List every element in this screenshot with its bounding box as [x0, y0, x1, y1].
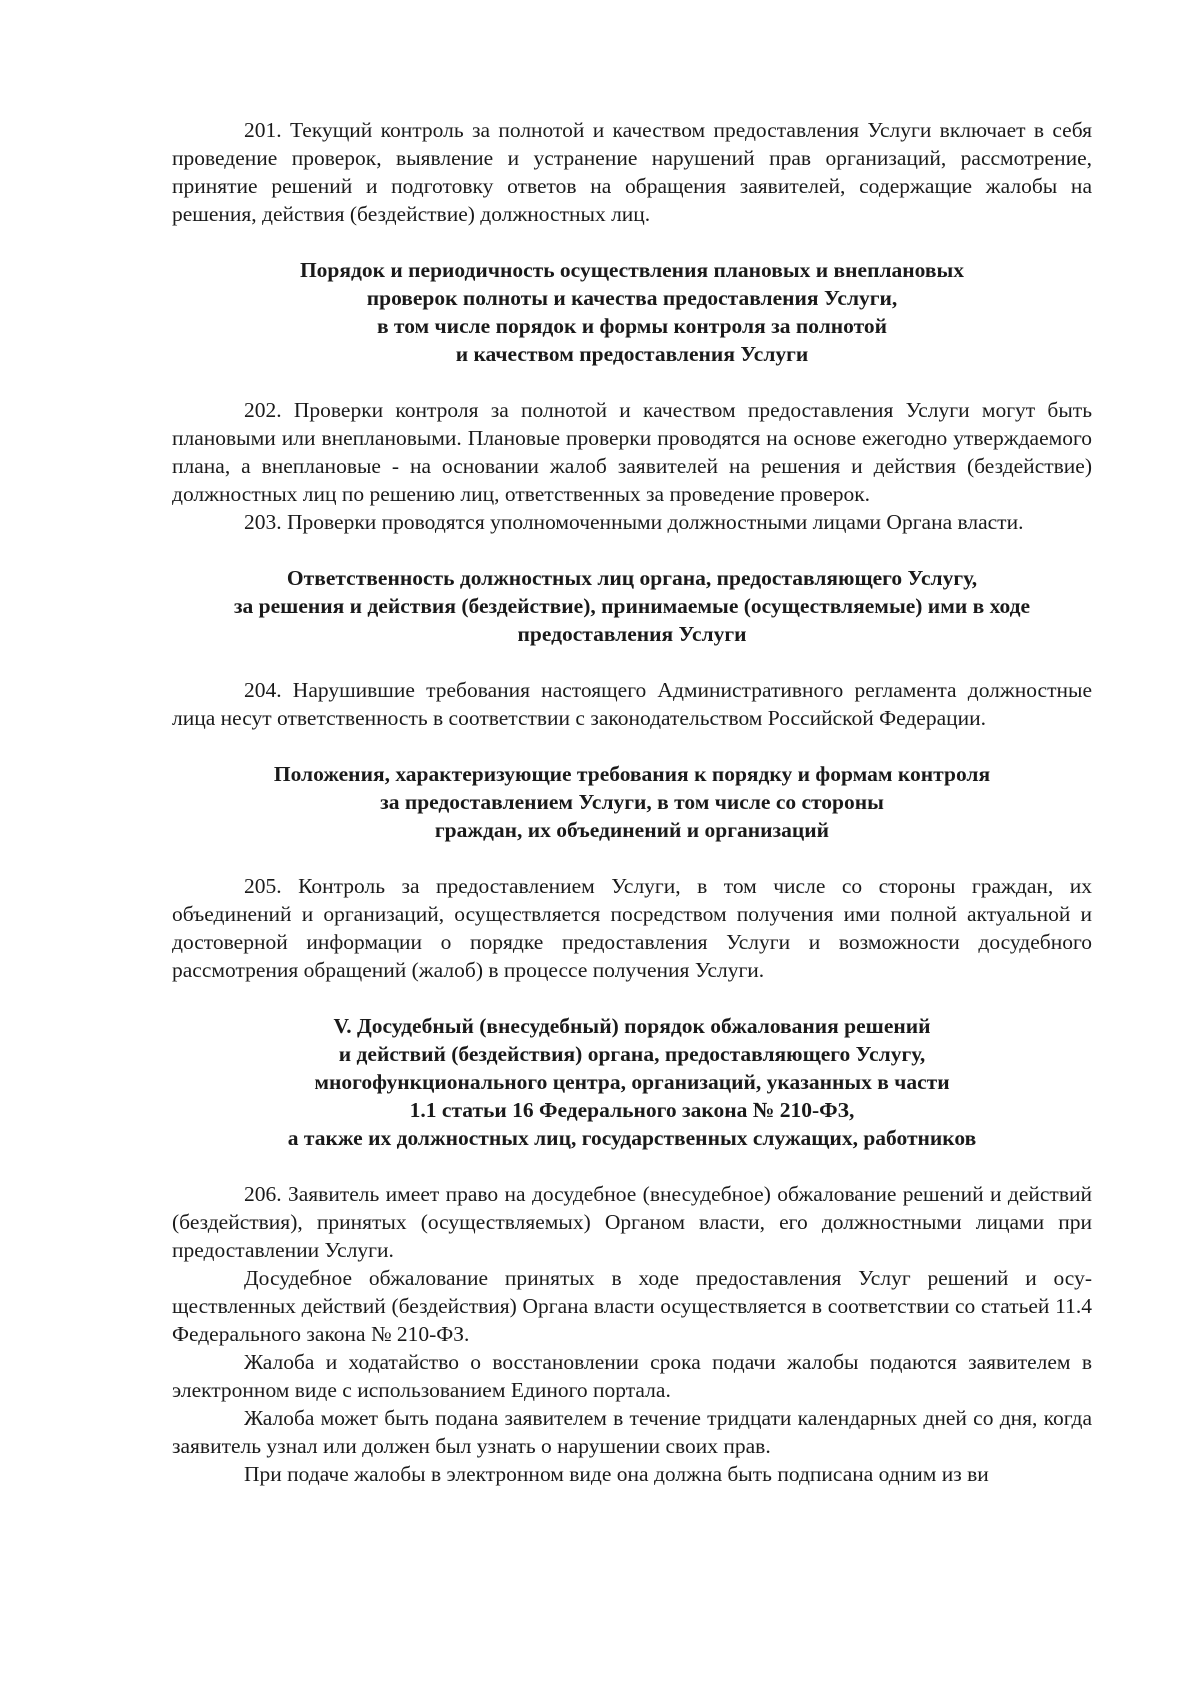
heading-line: Порядок и периодичность осуществления плановых и внеплановых: [299, 258, 965, 282]
paragraph-203: 203. Проверки проводятся уполномоченными должностными лицами Органа власти.: [244, 510, 1024, 534]
heading-line: предоставления Услуги: [517, 622, 747, 646]
section-heading-inspections: [172, 256, 1092, 368]
paragraph-206-signature: При подаче жалобы в электронном виде она должна быть подписана одним из ви: [244, 1462, 989, 1486]
heading-line: и качеством предоставления Услуги: [455, 342, 809, 366]
heading-line: многофункционального центра, организаций, указанных в части: [314, 1070, 950, 1094]
paragraph-206-appeal-basis: Досудебное обжалование принятых в ходе предоставления Услуг решений и осуществленных действий (бездействия) Органа власти осуществляется в соответствии со статьей 11.4 Федерального закона № 210-ФЗ.: [172, 1266, 1092, 1346]
heading-line: проверок полноты и качества предоставления Услуги,: [366, 286, 898, 310]
heading-line: за решения и действия (бездействие), принимаемые (осуществляемые) ими в ходе: [233, 594, 1031, 618]
paragraph-204: 204. Нарушившие требования настоящего Административного регламента должностные лица несут ответственность в соответствии с законодательством Российской Федерации.: [172, 678, 1092, 730]
section-heading-pretrial-appeal: [172, 1012, 1092, 1152]
heading-line: 1.1 статьи 16 Федерального закона № 210-ФЗ,: [409, 1098, 855, 1122]
section-heading-responsibility: [172, 564, 1092, 648]
heading-line: Ответственность должностных лиц органа, предоставляющего Услугу,: [286, 566, 978, 590]
heading-line: а также их должностных лиц, государственных служащих, работников: [287, 1126, 977, 1150]
paragraph-205: 205. Контроль за предоставлением Услуги, в том числе со стороны граждан, их объединений и организаций, осуществляется посредством получения ими полной актуальной и достоверной информации о порядке предоставления Услуги и возможности досудебного рассмотрения обращений (жалоб) в процессе получения Услуги.: [172, 874, 1092, 982]
document-page: [172, 116, 1092, 1488]
paragraph-206: 206. Заявитель имеет право на досудебное (внесудебное) обжалование решений и действий (бездействия), принятых (осуществляемых) Органом власти, его должностными лицами при предоставлении Услуги.: [172, 1182, 1092, 1262]
heading-line: за предоставлением Услуги, в том числе со стороны: [380, 790, 884, 814]
heading-line: и действий (бездействия) органа, предоставляющего Услугу,: [338, 1042, 926, 1066]
heading-line: V. Досудебный (внесудебный) порядок обжалования решений: [333, 1014, 931, 1038]
section-heading-control-provisions: [172, 760, 1092, 844]
paragraph-206-deadline: Жалоба может быть подана заявителем в течение тридцати календарных дней со дня, когда заявитель узнал или должен был узнать о нарушении своих прав.: [172, 1406, 1092, 1458]
heading-line: в том числе порядок и формы контроля за полнотой: [376, 314, 888, 338]
paragraph-206-electronic-filing: Жалоба и ходатайство о восстановлении срока подачи жалобы подаются заявителем в электронном виде с использованием Единого портала.: [172, 1350, 1092, 1402]
heading-line: Положения, характеризующие требования к порядку и формам контроля: [273, 762, 991, 786]
paragraph-201: 201. Текущий контроль за полнотой и качеством предоставления Услуги включает в себя проведение проверок, выявление и устранение нарушений прав организаций, рассмотрение, принятие решений и подготовку ответов на обращения заявителей, содержащие жалобы на решения, действия (бездействие) должностных лиц.: [172, 118, 1092, 226]
heading-line: граждан, их объединений и организаций: [434, 818, 830, 842]
paragraph-202: 202. Проверки контроля за полнотой и качеством предоставления Услуги могут быть плановыми или внеплановыми. Плановые проверки проводятся на основе ежегодно утверждаемого плана, а внеплановые - на основании жалоб заявителей на решения и действия (бездействие) должностных лиц по решению лиц, ответственных за проведение проверок.: [172, 398, 1092, 506]
